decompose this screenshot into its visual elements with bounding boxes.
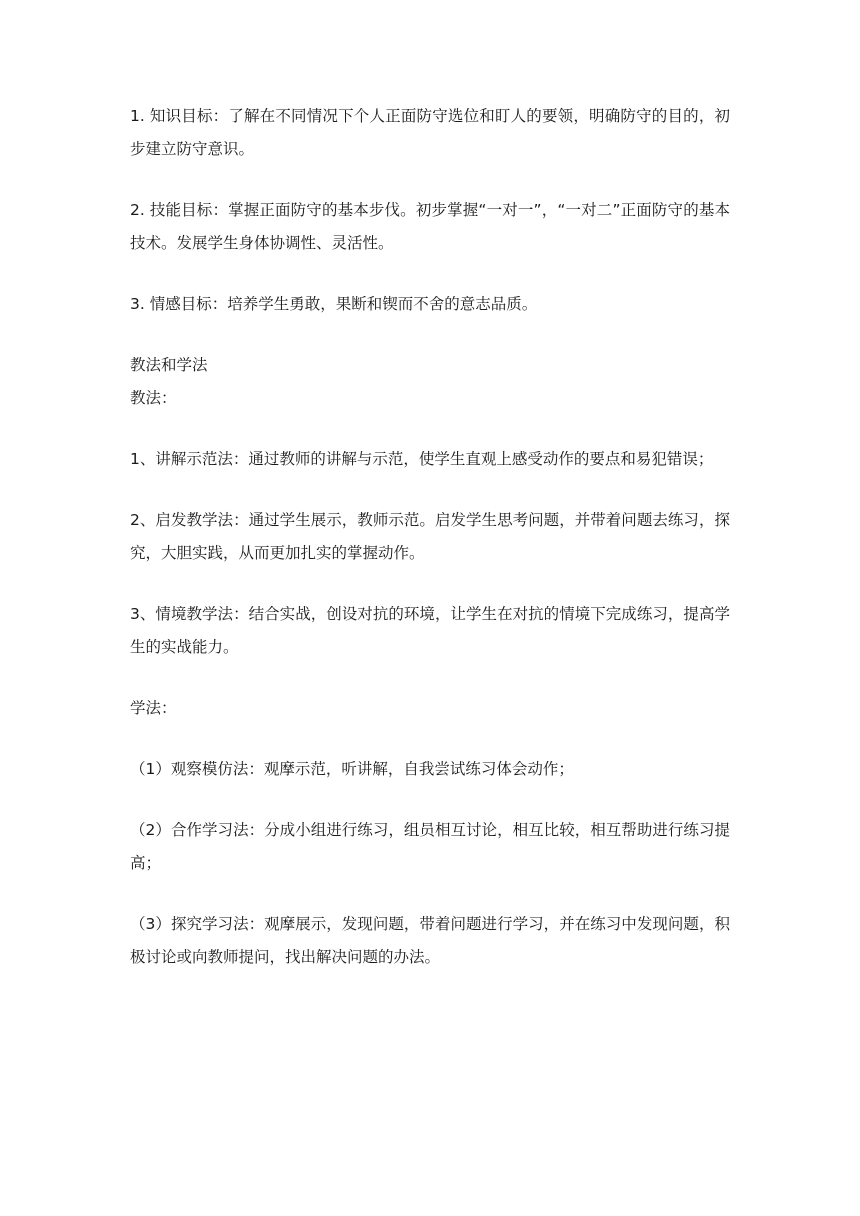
learning-method-inquiry: （3）探究学习法：观摩展示，发现问题，带着问题进行学习，并在练习中发现问题，积极讨论或向教师提问，找出解决问题的办法。 [130, 915, 730, 966]
teaching-method-situational: 3、情境教学法：结合实战，创设对抗的环境，让学生在对抗的情境下完成练习，提高学生的实战能力。 [130, 605, 730, 656]
teaching-heading: 教法： [130, 389, 177, 407]
objective-skill: 2. 技能目标：掌握正面防守的基本步伐。初步掌握“一对一”，“一对二”正面防守的基本技术。发展学生身体协调性、灵活性。 [130, 201, 730, 252]
teaching-method-heuristic: 2、启发教学法：通过学生展示，教师示范。启发学生思考问题，并带着问题去练习，探究，大胆实践，从而更加扎实的掌握动作。 [130, 511, 730, 562]
document-body [130, 100, 730, 974]
teaching-method-demonstration: 1、讲解示范法：通过教师的讲解与示范，使学生直观上感受动作的要点和易犯错误； [130, 450, 714, 468]
learning-method-observation: （1）观察模仿法：观摩示范，听讲解，自我尝试练习体会动作； [130, 760, 574, 778]
objective-knowledge: 1. 知识目标：了解在不同情况下个人正面防守选位和盯人的要领，明确防守的目的，初步建立防守意识。 [130, 107, 730, 158]
objective-emotion: 3. 情感目标：培养学生勇敢，果断和锲而不舍的意志品质。 [130, 295, 538, 313]
learning-heading: 学法： [130, 699, 177, 717]
section-heading: 教法和学法 [130, 356, 208, 374]
learning-method-cooperative: （2）合作学习法：分成小组进行练习，组员相互讨论，相互比较，相互帮助进行练习提高； [130, 821, 730, 872]
